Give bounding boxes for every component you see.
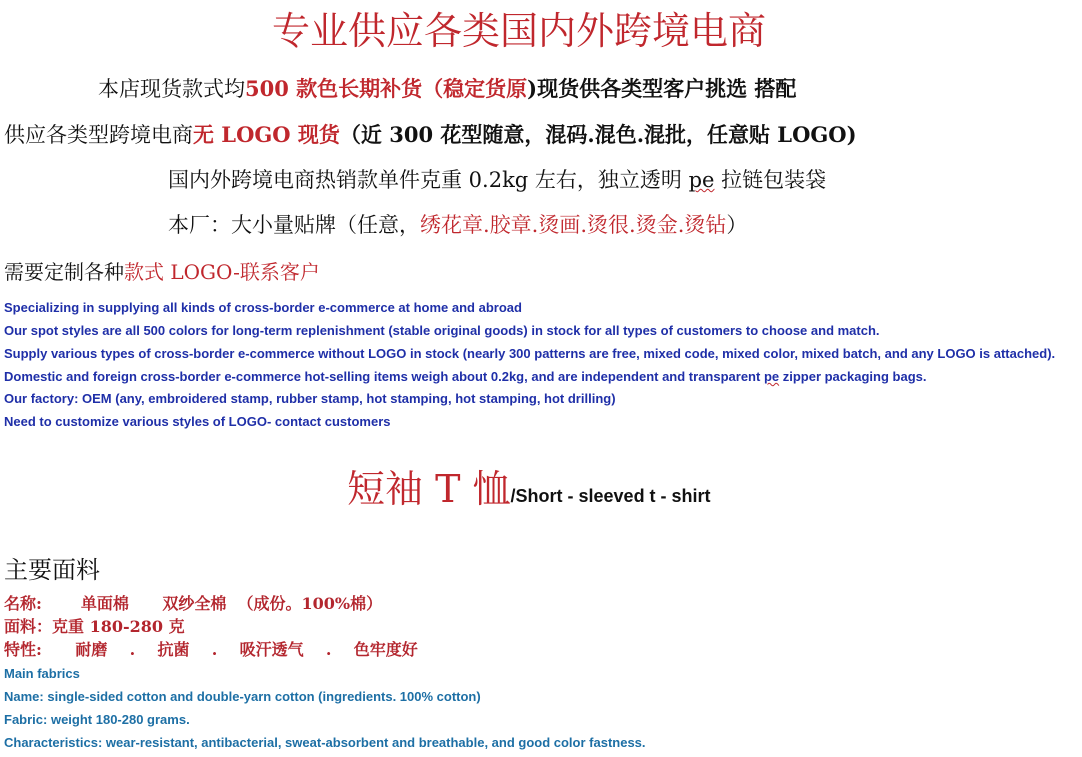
- en-line-4-c: zipper packaging bags.: [779, 369, 927, 384]
- intro-line-factory-a: 本厂：大小量贴牌（任意，: [168, 213, 420, 237]
- intro-line-factory: [168, 215, 747, 236]
- fabric-feature-row: 特性: 耐磨 . 抗菌 . 吸汗透气 . 色牢度好: [4, 640, 418, 659]
- intro-line-custom: [4, 262, 320, 282]
- intro-line-weight: [168, 170, 826, 191]
- intro-line-stock: [98, 78, 796, 100]
- fabric-name-row: 名称: 单面棉 双纱全棉 （成份。100%棉）: [4, 594, 383, 613]
- product-title: [347, 467, 711, 511]
- en-line-3: Supply various types of cross-border e-commerce without LOGO in stock (nearly 300 patterns are free, mixed code, mixed color, mixed batch, and any LOGO is attached).: [4, 346, 1056, 361]
- en-line-4-pe: pe: [763, 369, 780, 384]
- en-line-1: Specializing in supplying all kinds of cross-border e-commerce at home and abroad: [4, 300, 522, 315]
- product-title-en: /Short - sleeved t - shirt: [510, 486, 711, 506]
- fabric-heading: 主要面料: [4, 556, 100, 584]
- page-title: 专业供应各类国内外跨境电商: [272, 9, 767, 53]
- fabric-en-heading: Main fabrics: [4, 666, 80, 681]
- fabric-en-feature: Characteristics: wear-resistant, antibacterial, sweat-absorbent and breathable, and good color fastness.: [4, 735, 646, 750]
- intro-line-factory-c: ）: [726, 213, 748, 237]
- intro-line-weight-a: 国内外跨境电商热销款单件克重 0.2kg 左右，独立透明: [168, 168, 689, 192]
- fabric-en-name: Name: single-sided cotton and double-yarn cotton (ingredients. 100% cotton): [4, 689, 481, 704]
- en-line-4: [4, 370, 926, 383]
- intro-line-custom-b: 款式 LOGO-联系客户: [124, 260, 320, 284]
- en-line-4-a: Domestic and foreign cross-border e-commerce hot-selling items weigh about 0.2kg, and are independent and transparent: [4, 369, 764, 384]
- fabric-material-row: 面料：克重 180-280 克: [4, 617, 185, 636]
- en-line-2: Our spot styles are all 500 colors for long-term replenishment (stable original goods) in stock for all types of customers to choose and match.: [4, 323, 880, 338]
- fabric-en-material: Fabric: weight 180-280 grams.: [4, 712, 190, 727]
- en-line-6: Need to customize various styles of LOGO- contact customers: [4, 414, 391, 429]
- en-line-5: Our factory: OEM (any, embroidered stamp, rubber stamp, hot stamping, hot stamping, hot drilling): [4, 391, 616, 406]
- intro-line-nologo: [4, 124, 857, 146]
- intro-line-stock-a: 本店现货款式均: [98, 77, 245, 101]
- intro-line-custom-a: 需要定制各种: [4, 260, 124, 284]
- intro-line-nologo-c: （近 300 花型随意，混码.混色.混批，任意贴 LOGO): [339, 122, 857, 147]
- intro-line-stock-c: )现货供各类型客户挑选 搭配: [527, 76, 797, 101]
- product-title-zh: 短袖 T 恤: [347, 467, 511, 511]
- intro-line-nologo-a: 供应各类型跨境电商: [4, 123, 193, 147]
- intro-line-weight-pe: pe: [688, 168, 715, 192]
- intro-line-stock-b: 500 款色长期补货（稳定货原: [245, 76, 528, 101]
- intro-line-factory-b: 绣花章.胶章.烫画.烫很.烫金.烫钻: [420, 213, 727, 237]
- intro-line-nologo-b: 无 LOGO 现货: [193, 122, 340, 147]
- intro-line-weight-c: 拉链包装袋: [714, 168, 827, 192]
